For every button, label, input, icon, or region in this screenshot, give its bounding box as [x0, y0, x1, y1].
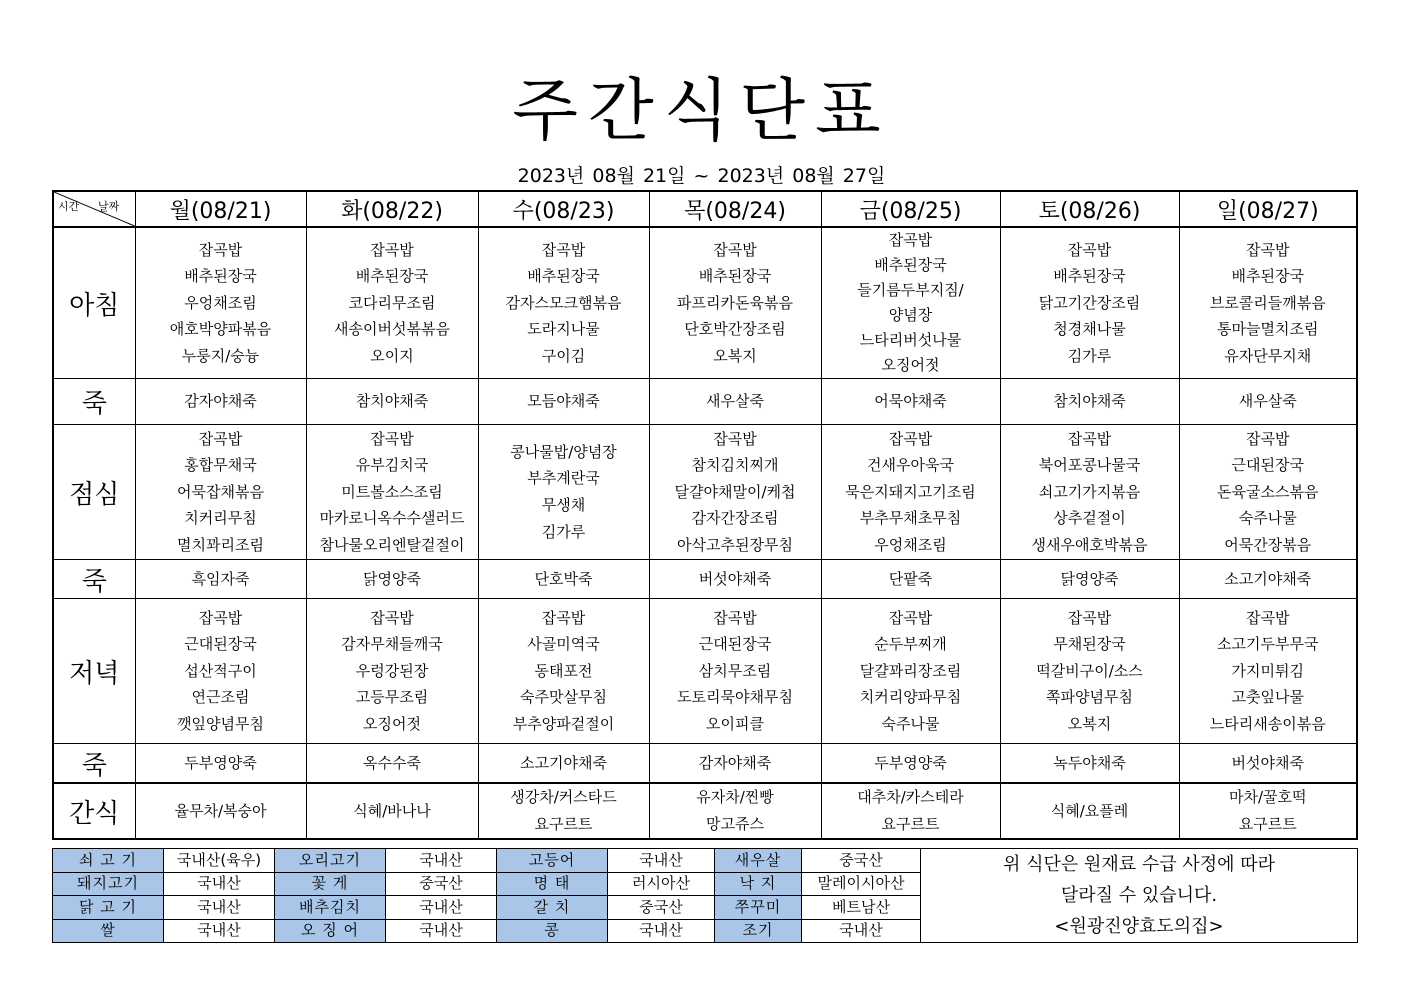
meal-label: 저녁	[53, 599, 135, 744]
menu-item: 잡곡밥	[541, 608, 586, 627]
menu-item: 생새우애호박볶음	[1031, 535, 1148, 554]
menu-item: 근대된장국	[184, 635, 257, 654]
menu-cell	[306, 379, 478, 425]
origin-value: 국내산	[386, 919, 497, 943]
menu-item: 유자차/찐빵	[696, 788, 774, 807]
day-header: 목(08/24)	[649, 191, 821, 227]
meal-label: 아침	[53, 227, 135, 379]
menu-cell	[1000, 599, 1179, 744]
menu-item: 모듬야채죽	[527, 392, 600, 411]
menu-item: 부추무채초무침	[859, 509, 962, 528]
menu-item: 버섯야채죽	[1231, 753, 1304, 772]
menu-cell	[306, 560, 478, 599]
porridge-dinner-row	[53, 744, 1357, 784]
menu-cell	[821, 425, 1000, 560]
menu-item: 떡갈비구이/소스	[1036, 661, 1143, 680]
menu-item: 어묵잡채볶음	[177, 482, 264, 501]
menu-item: 버섯야채죽	[698, 569, 772, 588]
menu-item: 잡곡밥	[888, 608, 933, 627]
notice-line: <원광진양효도의집>	[1054, 916, 1224, 937]
menu-item: 요구르트	[534, 815, 593, 833]
menu-item: 삼치무조림	[698, 661, 772, 680]
menu-item: 잡곡밥	[713, 240, 757, 259]
menu-item: 감자야채죽	[184, 392, 257, 411]
menu-item: 미트볼소스조림	[341, 482, 443, 501]
menu-item: 잡곡밥	[1246, 240, 1290, 259]
menu-item: 유부김치국	[355, 456, 429, 475]
menu-item: 잡곡밥	[713, 429, 757, 448]
menu-cell	[1000, 379, 1179, 425]
day-header: 수(08/23)	[478, 191, 649, 227]
ingredient-label: 조기	[715, 919, 802, 943]
menu-item: 감자간장조림	[691, 509, 779, 528]
menu-item: 잡곡밥	[1246, 608, 1290, 627]
menu-item: 요구르트	[881, 815, 940, 833]
menu-item: 브로콜리들깨볶음	[1209, 293, 1326, 312]
menu-item: 코다리무조림	[348, 293, 436, 312]
menu-item: 고등무조림	[355, 688, 429, 707]
menu-item: 숙주맛살무침	[520, 688, 607, 707]
meal-label: 간식	[53, 783, 135, 839]
ingredient-label: 닭 고 기	[53, 896, 164, 920]
day-header: 월(08/21)	[135, 191, 306, 227]
corner-time-label: 시간	[58, 200, 80, 213]
menu-item: 참나물오리엔탈겉절이	[319, 535, 465, 554]
menu-item: 아삭고추된장무침	[677, 535, 793, 554]
menu-item: 청경채나물	[1053, 320, 1126, 339]
meal-label: 죽	[53, 744, 135, 784]
origin-value: 국내산	[386, 896, 497, 920]
menu-item: 참치김치찌개	[691, 456, 779, 475]
menu-item: 대추차/카스테라	[857, 788, 964, 807]
ingredient-label: 새우살	[715, 849, 802, 873]
menu-cell	[1000, 560, 1179, 599]
menu-item: 두부영양죽	[874, 753, 947, 772]
menu-item: 느타리버섯나물	[859, 331, 962, 349]
menu-item: 유자단무지채	[1224, 346, 1312, 365]
menu-item: 두부영양죽	[184, 753, 257, 772]
menu-cell	[649, 425, 821, 560]
menu-item: 어묵야채죽	[874, 392, 947, 411]
menu-item: 달걀꽈리장조림	[859, 661, 962, 680]
menu-cell	[135, 744, 306, 784]
menu-item: 순두부찌개	[874, 635, 947, 654]
menu-item: 녹두야채죽	[1053, 753, 1126, 772]
day-header: 토(08/26)	[1000, 191, 1179, 227]
ingredient-label: 고등어	[497, 849, 608, 873]
origin-value: 국내산	[164, 872, 275, 896]
menu-cell	[1000, 783, 1179, 839]
menu-item: 잡곡밥	[198, 240, 243, 259]
menu-item: 건새우아욱국	[867, 456, 954, 475]
menu-cell	[478, 379, 649, 425]
menu-item: 잡곡밥	[888, 429, 933, 448]
ingredient-label: 낙 지	[715, 872, 802, 896]
menu-item: 무생채	[541, 496, 586, 514]
menu-item: 단팥죽	[888, 569, 933, 588]
menu-item: 오징어젓	[881, 356, 940, 374]
menu-item: 새우살죽	[706, 392, 764, 411]
origin-row	[53, 849, 1358, 873]
menu-cell	[478, 425, 649, 560]
origin-value: 국내산	[608, 849, 715, 873]
menu-item: 잡곡밥	[1067, 240, 1112, 259]
menu-item: 고춧잎나물	[1231, 688, 1304, 707]
lunch-row	[53, 425, 1357, 560]
origin-value: 베트남산	[802, 896, 921, 920]
menu-item: 식혜/요플레	[1050, 801, 1129, 820]
origin-value: 국내산	[164, 919, 275, 943]
menu-cell	[821, 227, 1000, 379]
menu-cell	[1000, 425, 1179, 560]
menu-item: 김가루	[1067, 346, 1112, 365]
menu-item: 동태포전	[534, 661, 593, 680]
menu-cell	[1179, 560, 1357, 599]
menu-cell	[821, 379, 1000, 425]
menu-item: 배추된장국	[527, 267, 600, 286]
menu-item: 숙주나물	[881, 714, 940, 733]
ingredient-label: 오 징 어	[275, 919, 386, 943]
menu-table	[52, 190, 1358, 840]
menu-cell	[649, 783, 821, 839]
menu-item: 통마늘멸치조림	[1217, 320, 1319, 339]
menu-item: 잡곡밥	[370, 608, 414, 627]
menu-item: 옥수수죽	[363, 753, 421, 772]
menu-item: 잡곡밥	[713, 608, 757, 627]
menu-cell	[478, 744, 649, 784]
day-header: 일(08/27)	[1179, 191, 1357, 227]
menu-cell	[135, 379, 306, 425]
menu-item: 잡곡밥	[198, 429, 243, 448]
menu-cell	[649, 379, 821, 425]
menu-item: 배추된장국	[874, 256, 947, 274]
menu-cell	[478, 783, 649, 839]
menu-item: 배추된장국	[184, 267, 257, 286]
menu-item: 단호박간장조림	[684, 320, 786, 339]
menu-cell	[821, 783, 1000, 839]
origin-value: 중국산	[608, 896, 715, 920]
menu-item: 홍합무채국	[184, 456, 257, 475]
menu-item: 멸치꽈리조림	[177, 535, 264, 554]
menu-item: 요구르트	[1238, 815, 1297, 833]
menu-cell	[821, 744, 1000, 784]
menu-item: 치커리무침	[184, 509, 257, 528]
menu-item: 배추된장국	[1053, 267, 1126, 286]
meal-label: 점심	[53, 425, 135, 560]
menu-cell	[478, 227, 649, 379]
menu-item: 달걀야채말이/케첩	[674, 482, 796, 501]
menu-item: 참치야채죽	[355, 392, 429, 411]
notice-line: 위 식단은 원재료 수급 사정에 따라	[1002, 854, 1276, 875]
menu-item: 망고쥬스	[706, 815, 764, 833]
menu-item: 숙주나물	[1238, 509, 1297, 528]
day-header: 화(08/22)	[306, 191, 478, 227]
menu-cell	[1179, 783, 1357, 839]
menu-item: 소고기야채죽	[1224, 569, 1312, 588]
menu-item: 소고기야채죽	[520, 753, 607, 772]
origin-value: 중국산	[386, 872, 497, 896]
menu-item: 잡곡밥	[541, 240, 586, 259]
ingredient-label: 쌀	[53, 919, 164, 943]
menu-cell	[306, 599, 478, 744]
menu-cell	[306, 744, 478, 784]
menu-item: 율무차/복숭아	[174, 801, 267, 820]
menu-cell	[1179, 227, 1357, 379]
menu-cell	[135, 227, 306, 379]
porridge-lunch-row	[53, 560, 1357, 599]
ingredient-label: 배추김치	[275, 896, 386, 920]
menu-cell	[821, 560, 1000, 599]
page-title: 주간식단표	[512, 72, 891, 151]
menu-item: 북어포콩나물국	[1038, 456, 1141, 475]
date-range: 2023년 08월 21일 ~ 2023년 08월 27일	[517, 165, 886, 187]
menu-item: 근대된장국	[698, 635, 772, 654]
menu-item: 잡곡밥	[888, 231, 933, 249]
menu-item: 닭영양죽	[363, 569, 421, 588]
menu-item: 김가루	[541, 522, 586, 541]
ingredient-label: 쭈꾸미	[715, 896, 802, 920]
origin-value: 말레이시아산	[802, 872, 921, 896]
menu-item: 무채된장국	[1053, 635, 1126, 654]
menu-cell	[135, 599, 306, 744]
meal-label: 죽	[53, 379, 135, 425]
menu-item: 잡곡밥	[198, 608, 243, 627]
menu-item: 느타리새송이볶음	[1209, 714, 1326, 733]
menu-item: 부추양파겉절이	[512, 714, 615, 733]
menu-item: 어묵간장볶음	[1224, 535, 1312, 554]
menu-item: 오이지	[370, 346, 414, 365]
menu-cell	[649, 744, 821, 784]
notice-text	[921, 849, 1358, 943]
origin-value: 러시아산	[608, 872, 715, 896]
menu-cell	[478, 599, 649, 744]
corner-cell	[53, 191, 135, 227]
menu-item: 배추된장국	[1231, 267, 1304, 286]
menu-item: 도라지나물	[527, 320, 600, 339]
dinner-row	[53, 599, 1357, 744]
menu-item: 들기름두부지짐/	[857, 281, 964, 299]
menu-item: 배추된장국	[698, 267, 772, 286]
ingredient-label: 갈 치	[497, 896, 608, 920]
menu-cell	[649, 599, 821, 744]
menu-item: 파프리카돈육볶음	[677, 293, 793, 312]
menu-item: 사골미역국	[527, 635, 600, 654]
menu-cell	[1179, 425, 1357, 560]
menu-item: 누룽지/숭늉	[181, 346, 260, 365]
ingredient-label: 쇠 고 기	[53, 849, 164, 873]
menu-cell	[306, 425, 478, 560]
ingredient-label: 오리고기	[275, 849, 386, 873]
menu-cell	[821, 599, 1000, 744]
menu-item: 마차/꿀호떡	[1228, 788, 1307, 807]
menu-item: 섭산적구이	[184, 661, 257, 680]
breakfast-row	[53, 227, 1357, 379]
origin-value: 국내산	[386, 849, 497, 873]
menu-item: 잡곡밥	[370, 240, 414, 259]
menu-cell	[1179, 744, 1357, 784]
menu-item: 잡곡밥	[1067, 608, 1112, 627]
ingredient-label: 돼지고기	[53, 872, 164, 896]
menu-item: 잡곡밥	[1067, 429, 1112, 448]
porridge-morning-row	[53, 379, 1357, 425]
menu-item: 도토리묵야채무침	[677, 688, 793, 707]
origin-value: 국내산	[164, 896, 275, 920]
menu-item: 잡곡밥	[1246, 429, 1290, 448]
ingredient-label: 꽃 게	[275, 872, 386, 896]
menu-item: 깻잎양념무침	[177, 714, 264, 733]
menu-item: 오징어젓	[363, 714, 421, 733]
menu-item: 마카로니옥수수샐러드	[319, 509, 465, 528]
menu-item: 닭영양죽	[1060, 569, 1119, 588]
origin-value: 국내산(육우)	[164, 849, 275, 873]
menu-item: 애호박양파볶음	[169, 320, 272, 339]
menu-item: 돈육굴소스볶음	[1217, 482, 1319, 501]
menu-cell	[135, 560, 306, 599]
menu-item: 구이김	[541, 346, 586, 365]
menu-item: 치커리양파무침	[859, 688, 962, 707]
header-row	[53, 191, 1357, 227]
menu-cell	[306, 227, 478, 379]
menu-item: 오복지	[1067, 714, 1112, 733]
menu-cell	[649, 560, 821, 599]
day-header: 금(08/25)	[821, 191, 1000, 227]
menu-item: 우렁강된장	[355, 661, 429, 680]
menu-item: 감자스모크햄볶음	[505, 293, 622, 312]
menu-item: 우엉채조림	[184, 293, 257, 312]
menu-item: 흑임자죽	[191, 569, 250, 588]
menu-item: 잡곡밥	[370, 429, 414, 448]
menu-item: 닭고기간장조림	[1038, 293, 1141, 312]
notice-line: 달라질 수 있습니다.	[1060, 885, 1218, 906]
origin-value: 중국산	[802, 849, 921, 873]
menu-item: 참치야채죽	[1053, 392, 1126, 411]
menu-item: 연근조림	[191, 688, 250, 707]
menu-item: 단호박죽	[534, 569, 593, 588]
menu-item: 근대된장국	[1231, 456, 1304, 475]
menu-cell	[649, 227, 821, 379]
menu-item: 양념장	[888, 306, 933, 324]
origin-value: 국내산	[608, 919, 715, 943]
menu-item: 새우살죽	[1238, 392, 1297, 411]
ingredient-label: 명 태	[497, 872, 608, 896]
menu-item: 쪽파양념무침	[1046, 688, 1133, 707]
menu-cell	[1000, 227, 1179, 379]
menu-cell	[478, 560, 649, 599]
menu-item: 묵은지돼지고기조림	[845, 482, 976, 501]
menu-cell	[1179, 599, 1357, 744]
menu-item: 가지미튀김	[1231, 661, 1304, 680]
menu-item: 상추겉절이	[1053, 509, 1126, 528]
snack-row	[53, 783, 1357, 839]
menu-item: 우엉채조림	[874, 535, 947, 554]
meal-label: 죽	[53, 560, 135, 599]
menu-item: 콩나물밥/양념장	[510, 442, 617, 461]
menu-cell	[135, 783, 306, 839]
origin-table	[52, 848, 1358, 943]
menu-item: 부추계란국	[527, 469, 600, 488]
menu-cell	[135, 425, 306, 560]
corner-date-label: 날짜	[98, 200, 120, 213]
menu-item: 배추된장국	[355, 267, 429, 286]
menu-item: 감자무채들깨국	[341, 635, 443, 654]
menu-item: 오복지	[713, 346, 757, 365]
origin-value: 국내산	[802, 919, 921, 943]
menu-cell	[1000, 744, 1179, 784]
menu-item: 쇠고기가지볶음	[1038, 482, 1141, 501]
menu-item: 새송이버섯볶볶음	[334, 320, 450, 339]
menu-cell	[306, 783, 478, 839]
ingredient-label: 콩	[497, 919, 608, 943]
menu-item: 소고기두부무국	[1217, 635, 1319, 654]
menu-cell	[1179, 379, 1357, 425]
menu-item: 식혜/바나나	[353, 801, 431, 820]
menu-item: 감자야채죽	[698, 753, 772, 772]
menu-item: 생강차/커스타드	[510, 788, 617, 807]
menu-item: 오이피클	[706, 714, 764, 733]
